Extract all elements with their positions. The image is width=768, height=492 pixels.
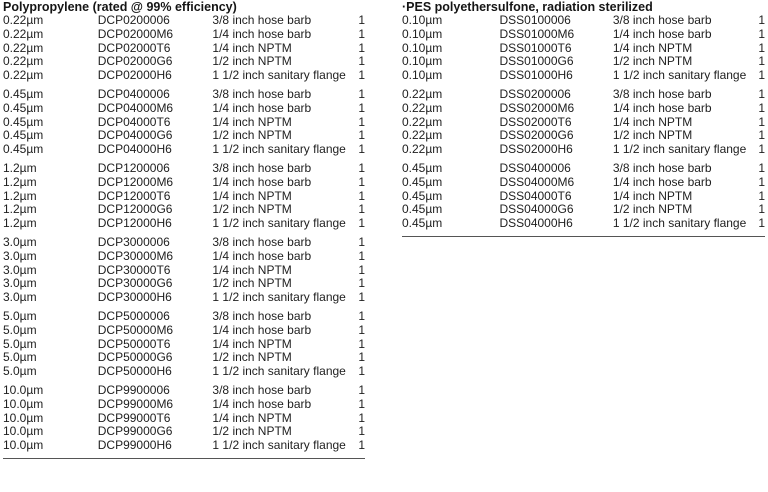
connection-type: 1/2 inch NPTM <box>612 202 693 217</box>
connection-type: 1 1/2 inch sanitary flange <box>612 216 747 231</box>
connection-type: 1/4 inch hose barb <box>612 100 712 115</box>
table-row <box>3 365 365 379</box>
part-number: DCP50000M6 <box>97 322 174 337</box>
connection-type: 1/4 inch NPTM <box>612 114 693 129</box>
table-row <box>3 236 365 250</box>
pore-rating: 3.0µm <box>3 290 37 305</box>
part-number: DCP04000G6 <box>97 128 173 143</box>
table-row <box>3 203 365 217</box>
connection-type: 1/4 inch hose barb <box>612 26 712 41</box>
part-number: DSS01000T6 <box>499 40 572 55</box>
quantity: 1 <box>358 114 365 129</box>
quantity: 1 <box>358 248 365 263</box>
quantity: 1 <box>758 68 765 83</box>
part-number: DCP3000006 <box>97 234 170 249</box>
pore-rating: 0.45µm <box>3 114 44 129</box>
part-number: DSS02000M6 <box>499 100 575 115</box>
part-number: DCP0200006 <box>97 13 170 27</box>
pore-rating: 3.0µm <box>3 248 37 263</box>
pore-rating: 0.10µm <box>402 40 443 55</box>
part-number: DSS04000M6 <box>499 174 575 189</box>
pore-rating: 0.22µm <box>402 100 443 115</box>
quantity: 1 <box>358 290 365 305</box>
table-row <box>3 277 365 291</box>
table-row <box>3 42 365 56</box>
part-number: DSS02000G6 <box>499 128 574 143</box>
row-group <box>3 384 365 453</box>
connection-type: 1/4 inch NPTM <box>212 114 292 129</box>
connection-type: 1/4 inch NPTM <box>612 188 693 203</box>
pore-rating: 10.0µm <box>3 410 44 425</box>
connection-type: 1 1/2 inch sanitary flange <box>212 216 346 231</box>
connection-type: 1 1/2 inch sanitary flange <box>212 438 346 453</box>
connection-type: 3/8 inch hose barb <box>212 160 312 175</box>
quantity: 1 <box>358 410 365 425</box>
part-number: DCP02000T6 <box>97 40 171 55</box>
table-row <box>3 398 365 412</box>
quantity: 1 <box>358 26 365 41</box>
table-row <box>402 176 765 190</box>
table-row <box>3 351 365 365</box>
quantity: 1 <box>358 40 365 55</box>
table-row <box>3 425 365 439</box>
section-title: Polypropylene (rated @ 99% efficiency) <box>3 0 237 14</box>
pore-rating: 0.45µm <box>402 216 443 231</box>
pore-rating: 0.10µm <box>402 26 443 41</box>
connection-type: 1/4 inch NPTM <box>212 336 292 351</box>
pore-rating: 0.22µm <box>402 128 443 143</box>
part-number: DCP1200006 <box>97 160 170 175</box>
quantity: 1 <box>358 308 365 323</box>
pore-rating: 5.0µm <box>3 322 37 337</box>
pore-rating: 0.45µm <box>3 86 44 101</box>
part-number: DCP04000H6 <box>97 142 172 157</box>
pore-rating: 0.45µm <box>3 100 44 115</box>
table-row <box>3 14 365 28</box>
table-row <box>402 217 765 231</box>
part-number: DCP50000H6 <box>97 364 172 379</box>
table-row <box>3 55 365 69</box>
table-row <box>402 129 765 143</box>
quantity: 1 <box>758 40 765 55</box>
quantity: 1 <box>358 438 365 453</box>
pore-rating: 1.2µm <box>3 174 37 189</box>
table-row <box>3 162 365 176</box>
part-number: DSS02000H6 <box>499 142 573 157</box>
table-row <box>3 324 365 338</box>
table-row <box>3 310 365 324</box>
quantity: 1 <box>758 114 765 129</box>
part-number: DCP30000T6 <box>97 262 171 277</box>
connection-type: 1/2 inch NPTM <box>212 54 292 69</box>
quantity: 1 <box>358 160 365 175</box>
quantity: 1 <box>358 142 365 157</box>
part-number: DCP9900006 <box>97 382 170 397</box>
row-group <box>3 236 365 305</box>
pore-rating: 1.2µm <box>3 160 37 175</box>
pore-rating: 0.22µm <box>3 26 44 41</box>
quantity: 1 <box>358 276 365 291</box>
quantity: 1 <box>758 86 765 101</box>
connection-type: 1 1/2 inch sanitary flange <box>612 142 747 157</box>
connection-type: 1/2 inch NPTM <box>212 276 292 291</box>
divider <box>402 236 765 237</box>
pore-rating: 0.22µm <box>3 13 44 27</box>
quantity: 1 <box>358 424 365 439</box>
table-row <box>3 143 365 157</box>
connection-type: 1 1/2 inch sanitary flange <box>212 68 346 83</box>
table-row <box>402 190 765 204</box>
row-group <box>3 14 365 83</box>
part-number: DSS04000T6 <box>499 188 572 203</box>
quantity: 1 <box>358 86 365 101</box>
table-row <box>402 28 765 42</box>
part-number: DSS0400006 <box>499 160 571 175</box>
pore-rating: 3.0µm <box>3 276 37 291</box>
quantity: 1 <box>758 13 765 27</box>
part-number: DCP30000G6 <box>97 276 173 291</box>
row-group <box>402 162 765 231</box>
pore-rating: 10.0µm <box>3 438 44 453</box>
pore-rating: 0.22µm <box>402 86 443 101</box>
part-number: DCP99000G6 <box>97 424 173 439</box>
part-number: DCP30000H6 <box>97 290 172 305</box>
quantity: 1 <box>758 142 765 157</box>
connection-type: 1/4 inch hose barb <box>212 100 312 115</box>
quantity: 1 <box>358 202 365 217</box>
table-row <box>3 264 365 278</box>
pore-rating: 0.45µm <box>3 142 44 157</box>
connection-type: 1 1/2 inch sanitary flange <box>612 68 747 83</box>
pore-rating: 5.0µm <box>3 350 37 365</box>
pore-rating: 1.2µm <box>3 216 37 231</box>
table-row <box>3 102 365 116</box>
table-body <box>3 14 365 453</box>
table-row <box>402 203 765 217</box>
connection-type: 1/2 inch NPTM <box>612 128 693 143</box>
part-number: DCP04000M6 <box>97 100 174 115</box>
connection-type: 1 1/2 inch sanitary flange <box>212 142 346 157</box>
connection-type: 1 1/2 inch sanitary flange <box>212 364 346 379</box>
row-group <box>3 310 365 379</box>
connection-type: 1/4 inch hose barb <box>612 174 712 189</box>
part-number: DCP12000M6 <box>97 174 174 189</box>
connection-type: 3/8 inch hose barb <box>612 86 712 101</box>
row-group <box>3 88 365 157</box>
table-row <box>402 14 765 28</box>
part-number: DSS01000M6 <box>499 26 575 41</box>
table-row <box>3 28 365 42</box>
part-number: DCP50000G6 <box>97 350 173 365</box>
connection-type: 1/4 inch NPTM <box>212 188 292 203</box>
table-row <box>3 129 365 143</box>
pore-rating: 0.22µm <box>3 68 44 83</box>
part-number: DCP04000T6 <box>97 114 171 129</box>
section-title: ·PES polyethersulfone, radiation sterilized <box>402 0 653 14</box>
connection-type: 1/2 inch NPTM <box>212 202 292 217</box>
connection-type: 1/4 inch hose barb <box>212 174 312 189</box>
part-number: DCP12000T6 <box>97 188 171 203</box>
quantity: 1 <box>358 188 365 203</box>
table-row <box>3 412 365 426</box>
connection-type: 1/4 inch NPTM <box>212 262 292 277</box>
connection-type: 1/4 inch hose barb <box>212 322 312 337</box>
quantity: 1 <box>358 100 365 115</box>
part-number: DCP02000G6 <box>97 54 173 69</box>
part-number: DCP30000M6 <box>97 248 174 263</box>
table-row <box>402 102 765 116</box>
part-number: DCP12000H6 <box>97 216 172 231</box>
table-row <box>3 116 365 130</box>
polypropylene-table <box>3 0 365 459</box>
part-number: DCP99000H6 <box>97 438 172 453</box>
quantity: 1 <box>758 128 765 143</box>
row-group <box>3 162 365 231</box>
row-group <box>402 88 765 157</box>
row-group <box>402 14 765 83</box>
quantity: 1 <box>358 262 365 277</box>
pore-rating: 10.0µm <box>3 382 44 397</box>
connection-type: 3/8 inch hose barb <box>612 160 712 175</box>
pore-rating: 0.22µm <box>402 142 443 157</box>
connection-type: 3/8 inch hose barb <box>212 308 312 323</box>
connection-type: 3/8 inch hose barb <box>212 382 312 397</box>
part-number: DSS01000H6 <box>499 68 573 83</box>
pore-rating: 0.10µm <box>402 68 443 83</box>
pore-rating: 5.0µm <box>3 336 37 351</box>
part-number: DSS0200006 <box>499 86 571 101</box>
quantity: 1 <box>358 234 365 249</box>
table-row <box>3 88 365 102</box>
connection-type: 1/2 inch NPTM <box>612 54 693 69</box>
table-row <box>3 250 365 264</box>
pore-rating: 0.22µm <box>3 54 44 69</box>
connection-type: 1/2 inch NPTM <box>212 424 292 439</box>
table-row <box>3 190 365 204</box>
table-row <box>3 69 365 83</box>
connection-type: 1/4 inch hose barb <box>212 26 312 41</box>
part-number: DSS02000T6 <box>499 114 572 129</box>
table-row <box>402 162 765 176</box>
table-row <box>402 143 765 157</box>
quantity: 1 <box>358 54 365 69</box>
part-number: DCP02000M6 <box>97 26 174 41</box>
quantity: 1 <box>358 350 365 365</box>
quantity: 1 <box>358 13 365 27</box>
part-number: DSS04000G6 <box>499 202 574 217</box>
table-row <box>402 88 765 102</box>
part-number: DCP5000006 <box>97 308 170 323</box>
pore-rating: 1.2µm <box>3 202 37 217</box>
table-row <box>3 384 365 398</box>
part-number: DSS01000G6 <box>499 54 574 69</box>
pore-rating: 1.2µm <box>3 188 37 203</box>
part-number: DCP50000T6 <box>97 336 171 351</box>
quantity: 1 <box>358 382 365 397</box>
pore-rating: 10.0µm <box>3 396 44 411</box>
connection-type: 1 1/2 inch sanitary flange <box>212 290 346 305</box>
connection-type: 1/2 inch NPTM <box>212 350 292 365</box>
table-row <box>402 55 765 69</box>
quantity: 1 <box>758 26 765 41</box>
pore-rating: 0.45µm <box>402 160 443 175</box>
pore-rating: 5.0µm <box>3 308 37 323</box>
pore-rating: 0.45µm <box>402 202 443 217</box>
part-number: DSS0100006 <box>499 13 571 27</box>
quantity: 1 <box>758 54 765 69</box>
connection-type: 3/8 inch hose barb <box>212 13 312 27</box>
quantity: 1 <box>758 174 765 189</box>
quantity: 1 <box>758 100 765 115</box>
connection-type: 3/8 inch hose barb <box>212 234 312 249</box>
table-row <box>402 69 765 83</box>
quantity: 1 <box>358 216 365 231</box>
table-row <box>3 338 365 352</box>
pore-rating: 0.10µm <box>402 13 443 27</box>
part-number: DCP02000H6 <box>97 68 172 83</box>
connection-type: 1/4 inch hose barb <box>212 396 312 411</box>
connection-type: 1/4 inch NPTM <box>212 410 292 425</box>
part-number: DCP99000M6 <box>97 396 174 411</box>
table-row <box>402 116 765 130</box>
connection-type: 3/8 inch hose barb <box>212 86 312 101</box>
divider <box>3 458 365 459</box>
quantity: 1 <box>358 68 365 83</box>
connection-type: 1/4 inch NPTM <box>212 40 292 55</box>
table-row <box>3 291 365 305</box>
pes-table <box>402 0 765 237</box>
table-row <box>402 42 765 56</box>
pore-rating: 0.45µm <box>402 174 443 189</box>
pore-rating: 0.45µm <box>402 188 443 203</box>
pore-rating: 5.0µm <box>3 364 37 379</box>
pore-rating: 0.22µm <box>3 40 44 55</box>
quantity: 1 <box>758 160 765 175</box>
part-number: DCP0400006 <box>97 86 170 101</box>
part-number: DCP12000G6 <box>97 202 173 217</box>
quantity: 1 <box>758 216 765 231</box>
quantity: 1 <box>358 128 365 143</box>
quantity: 1 <box>358 364 365 379</box>
quantity: 1 <box>758 202 765 217</box>
part-number: DSS04000H6 <box>499 216 573 231</box>
table-row <box>3 217 365 231</box>
pore-rating: 0.22µm <box>402 114 443 129</box>
connection-type: 3/8 inch hose barb <box>612 13 712 27</box>
table-body <box>402 14 765 231</box>
quantity: 1 <box>358 396 365 411</box>
table-row <box>3 439 365 453</box>
quantity: 1 <box>358 322 365 337</box>
table-row <box>3 176 365 190</box>
pore-rating: 0.45µm <box>3 128 44 143</box>
connection-type: 1/4 inch hose barb <box>212 248 312 263</box>
quantity: 1 <box>358 174 365 189</box>
pore-rating: 0.10µm <box>402 54 443 69</box>
quantity: 1 <box>758 188 765 203</box>
connection-type: 1/4 inch NPTM <box>612 40 693 55</box>
connection-type: 1/2 inch NPTM <box>212 128 292 143</box>
pore-rating: 3.0µm <box>3 262 37 277</box>
pore-rating: 10.0µm <box>3 424 44 439</box>
part-number: DCP99000T6 <box>97 410 171 425</box>
pore-rating: 3.0µm <box>3 234 37 249</box>
quantity: 1 <box>358 336 365 351</box>
